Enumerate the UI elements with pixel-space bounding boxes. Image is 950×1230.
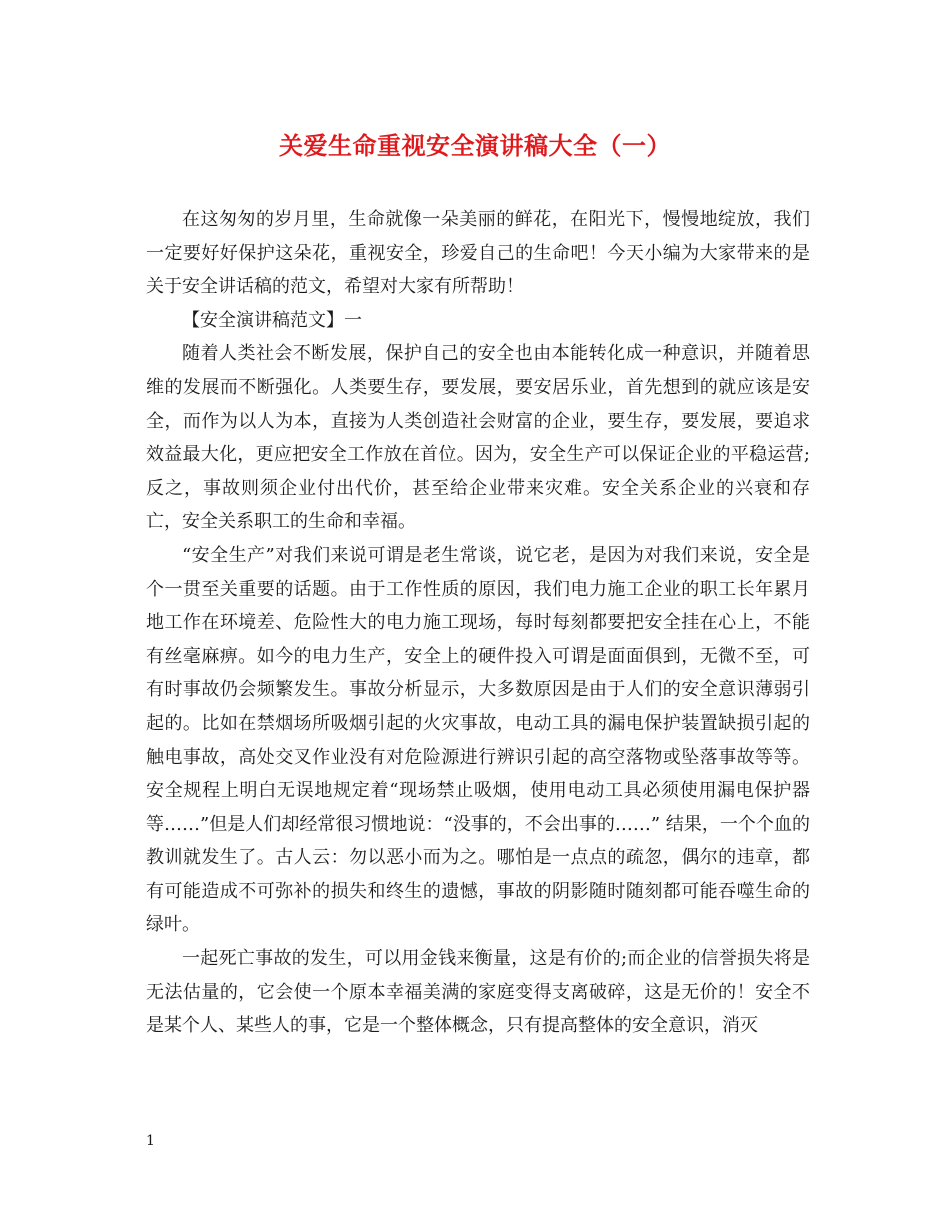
paragraph-safety-production: “安全生产”对我们来说可谓是老生常谈，说它老，是因为对我们来说，安全是个一贯至关重要的话题。由于工作性质的原因，我们电力施工企业的职工长年累月地工作在环境差、危险性大的电力施工现场，每时每刻都要把安全挂在心上，不能有丝毫麻痹。如今的电力生产，安全上的硬件投入可谓是面面俱到，无微不至，可有时事故仍会频繁发生。事故分析显示，大多数原因是由于人们的安全意识薄弱引起的。比如在禁烟场所吸烟引起的火灾事故，电动工具的漏电保护装置缺损引起的触电事故，高处交叉作业没有对危险源进行辨识引起的高空落物或坠落事故等等。安全规程上明白无误地规定着“现场禁止吸烟，使用电动工具必须使用漏电保护器等……”但是人们却经常很习惯地说：“没事的，不会出事的……” 结果，一个个血的教训就发生了。古人云：勿以恶小而为之。哪怕是一点点的疏忽，偶尔的违章，都有可能造成不可弥补的损失和终生的遗憾，事故的阴影随时随刻都可能吞噬生命的绿叶。 <box>146 544 810 936</box>
paragraph-development: 随着人类社会不断发展，保护自己的安全也由本能转化成一种意识，并随着思维的发展而不断强化。人类要生存，要发展，要安居乐业，首先想到的就应该是安全，而作为以人为本，直接为人类创造社会财富的企业，要生存，要发展，要追求效益最大化，更应把安全工作放在首位。因为，安全生产可以保证企业的平稳运营;反之，事故则须企业付出代价，甚至给企业带来灾难。安全关系企业的兴衰和存亡，安全关系职工的生命和幸福。 <box>146 343 810 533</box>
paragraph-intro: 在这匆匆的岁月里，生命就像一朵美丽的鲜花，在阳光下，慢慢地绽放，我们一定要好好保护这朵花，重视安全，珍爱自己的生命吧！今天小编为大家带来的是关于安全讲话稿的范文，希望对大家有所帮助！ <box>146 209 810 298</box>
section-heading: 【安全演讲稿范文】一 <box>182 309 362 331</box>
document-title: 关爱生命重视安全演讲稿大全（一） <box>279 131 671 160</box>
page-number: 1 <box>146 1133 155 1149</box>
paragraph-accident-cost: 一起死亡事故的发生，可以用金钱来衡量，这是有价的;而企业的信誉损失将是无法估量的，它会使一个原本幸福美满的家庭变得支离破碎，这是无价的！安全不是某个人、某些人的事，它是一个整体概念，只有提高整体的安全意识，消灭 <box>146 948 810 1037</box>
document-body <box>146 203 810 1043</box>
